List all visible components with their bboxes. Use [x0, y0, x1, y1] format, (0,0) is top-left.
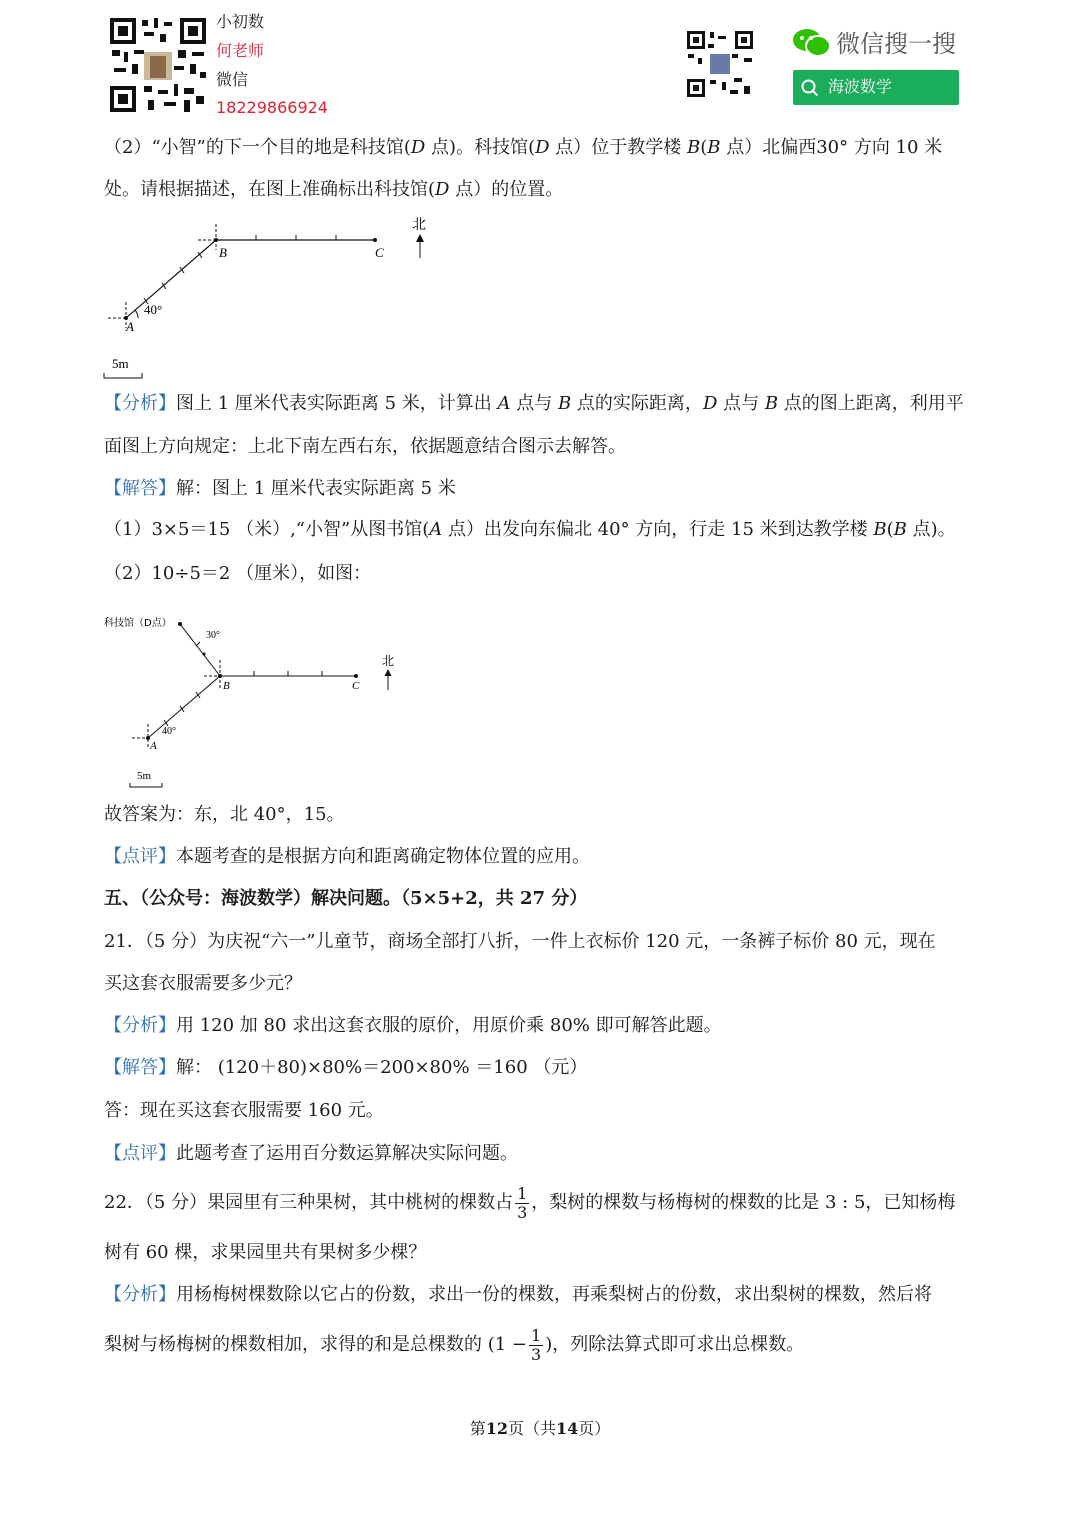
comment-tag: 【点评】	[104, 846, 176, 867]
analysis-tag: 【分析】	[104, 393, 176, 414]
answer-1-part2: （2）10÷5＝2 （厘米），如图：	[104, 563, 372, 584]
text: （2）“小智”的下一个目的地是科技馆(	[104, 137, 411, 158]
label-d: 科技馆（D点）	[104, 618, 172, 629]
fraction-numerator: 1	[517, 1183, 528, 1203]
label-angle: 40°	[144, 302, 163, 317]
tick-mark	[196, 642, 200, 646]
text: 解： (120＋80)×80%＝200×80% ＝160 （元）	[176, 1057, 588, 1078]
q21-line2: 买这套衣服需要多少元？	[104, 973, 302, 994]
fraction	[529, 1327, 543, 1364]
q22-analysis-line2	[104, 1322, 804, 1368]
comment-1-line	[104, 845, 590, 869]
text: 图上 1 厘米代表实际距离 5 米，计算出	[176, 393, 498, 414]
text: 点的图上距离，利用平	[778, 393, 964, 414]
q2-line2	[104, 178, 563, 202]
page-total: 14	[556, 1419, 579, 1438]
tick-marks	[144, 235, 336, 304]
contact-phone: 18229866924	[216, 98, 328, 117]
answer-tag: 【解答】	[104, 478, 176, 499]
wechat-search-title: 微信搜一搜	[836, 30, 956, 58]
text: ，梨树的棵数与杨梅树的棵数的比是 3 : 5，已知杨梅	[531, 1192, 956, 1213]
q2-line1	[104, 136, 942, 160]
text: (	[700, 137, 708, 158]
analysis-1-line1	[104, 392, 964, 416]
label-scale: 5m	[137, 770, 152, 782]
point-b	[214, 238, 218, 242]
answer-1-line	[104, 477, 456, 501]
direction-figure-1	[100, 210, 440, 385]
var: B	[707, 137, 721, 158]
var: B	[557, 393, 572, 414]
label-b: B	[219, 245, 227, 260]
q22-analysis-line1	[104, 1283, 932, 1307]
fraction-numerator: 1	[531, 1325, 542, 1345]
text: 本题考查的是根据方向和距离确定物体位置的应用。	[176, 846, 590, 867]
text: 用杨梅树棵数除以它占的份数，求出一份的棵数，再乘梨树占的份数，求出梨树的棵数，然后将	[176, 1284, 932, 1305]
var: A	[429, 519, 443, 540]
answer-tag: 【解答】	[104, 1057, 176, 1078]
answer-1-part1	[104, 518, 956, 542]
text: 点）北偏西30° 方向 10 米	[720, 137, 943, 158]
label-c: C	[375, 245, 384, 260]
segment-ab	[148, 676, 220, 738]
var: B	[687, 137, 701, 158]
fraction-denominator: 3	[531, 1344, 542, 1364]
text: 解：图上 1 厘米代表实际距离 5 米	[176, 478, 456, 499]
text: （1）3×5＝15 （米）,“小智”从图书馆(	[104, 519, 430, 540]
point-b	[218, 674, 222, 678]
var: D	[535, 137, 550, 158]
tick-marks	[164, 671, 322, 726]
q21-analysis	[104, 1014, 722, 1038]
q21-reply: 答：现在买这套衣服需要 160 元。	[104, 1100, 384, 1121]
label-a: A	[126, 319, 134, 334]
answer-1-conclusion: 故答案为：东，北 40°，15。	[104, 804, 345, 825]
contact-line: 何老师	[216, 41, 265, 60]
label-angle40: 40°	[162, 726, 176, 737]
scale-bar	[104, 373, 142, 378]
text: 点的实际距离，	[571, 393, 703, 414]
text: 点）的位置。	[449, 179, 564, 200]
text: 用 120 加 80 求出这套衣服的原价，用原价乘 80% 即可解答此题。	[176, 1015, 722, 1036]
text: 页）	[578, 1419, 611, 1438]
q21-answer	[104, 1056, 587, 1080]
text: 处。请根据描述，在图上准确标出科技馆(	[104, 179, 436, 200]
var: B	[764, 393, 779, 414]
label-angle30: 30°	[206, 630, 220, 641]
comment-tag: 【点评】	[104, 1143, 176, 1164]
wechat-icon	[792, 27, 832, 59]
text: 点)。	[906, 519, 956, 540]
midpoint-dot	[203, 653, 206, 656]
text: 点)。科技馆(	[425, 137, 536, 158]
label-a: A	[150, 740, 157, 752]
text: )，列除法算式即可求出总棵数。	[545, 1334, 805, 1355]
label-scale: 5m	[112, 356, 129, 371]
label-c: C	[352, 680, 360, 692]
label-north: 北	[412, 218, 426, 233]
fraction-denominator: 3	[517, 1202, 528, 1222]
analysis-tag: 【分析】	[104, 1284, 176, 1305]
label-north: 北	[382, 654, 395, 668]
fraction	[515, 1185, 529, 1222]
text: 点与	[510, 393, 558, 414]
contact-line: 微信	[216, 70, 249, 89]
q22-line1	[104, 1180, 955, 1226]
analysis-1-line2: 面图上方向规定：上北下南左西右东，依据题意结合图示去解答。	[104, 436, 626, 457]
q22-line2: 树有 60 棵，求果园里共有果树多少棵？	[104, 1242, 427, 1263]
text: 第	[469, 1419, 486, 1438]
var: B	[893, 519, 907, 540]
var: B	[873, 519, 887, 540]
text: 此题考查了运用百分数运算解决实际问题。	[176, 1143, 518, 1164]
contact-line: 小初数	[216, 12, 265, 31]
page-number: 12	[485, 1419, 508, 1438]
north-arrow-icon	[385, 669, 392, 690]
var: D	[702, 393, 718, 414]
text: 22．（5 分）果园里有三种果树，其中桃树的棵数占	[104, 1192, 514, 1213]
var: D	[435, 179, 450, 200]
text: 页（共	[507, 1419, 556, 1438]
angle-arc	[135, 310, 138, 318]
wechat-search-button[interactable]	[793, 70, 959, 105]
qr-code-image	[108, 16, 208, 114]
var: A	[497, 393, 511, 414]
text: (	[886, 519, 894, 540]
q21-line1: 21．（5 分）为庆祝“六一”儿童节，商场全部打八折，一件上衣标价 120 元，一条裤子标价 80 元，现在	[104, 931, 936, 952]
search-button-label: 海波数学	[828, 77, 893, 96]
text: 点与	[717, 393, 765, 414]
page-footer	[0, 1416, 1080, 1439]
q21-comment	[104, 1142, 518, 1166]
text: 梨树与杨梅树的棵数相加，求得的和是总棵数的 (1 −	[104, 1334, 527, 1355]
text: 点）出发向东偏北 40° 方向，行走 15 米到达教学楼	[442, 519, 874, 540]
direction-figure-2	[100, 598, 410, 793]
search-icon	[801, 79, 819, 97]
text: 点）位于教学楼	[549, 137, 687, 158]
segment-ab	[126, 240, 216, 318]
north-arrow-icon	[416, 234, 424, 258]
point-c	[373, 238, 377, 242]
analysis-tag: 【分析】	[104, 1015, 176, 1036]
var: D	[410, 137, 426, 158]
point-c	[354, 674, 358, 678]
scale-bar	[130, 783, 162, 787]
section-title: 五、（公众号：海波数学）解决问题。（5×5+2，共 27 分）	[104, 888, 588, 909]
qr-code-image	[686, 30, 754, 98]
label-b: B	[223, 680, 230, 692]
